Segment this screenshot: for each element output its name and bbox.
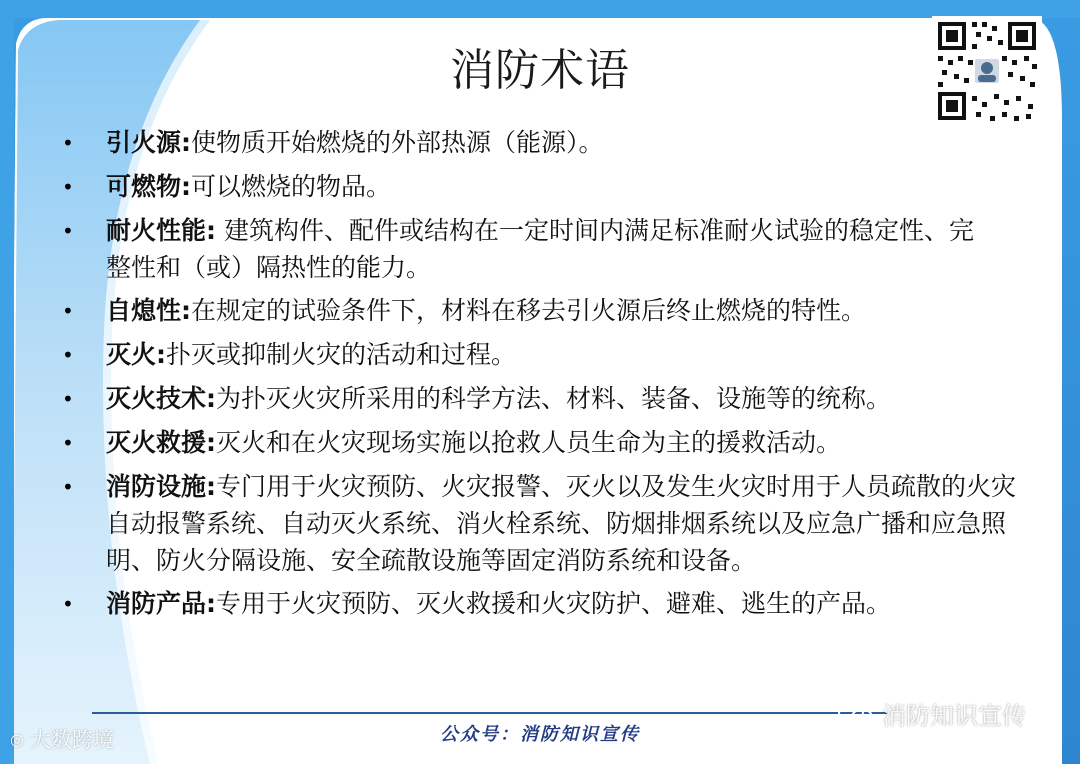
term-name: 灭火: — [106, 340, 166, 369]
term-text — [106, 468, 1016, 579]
term-name: 可燃物: — [106, 172, 191, 201]
list-item — [60, 585, 1020, 623]
bullet-icon: • — [62, 431, 74, 455]
watermark-right — [836, 696, 1026, 731]
term-name: 自熄性: — [106, 296, 191, 325]
list-item — [60, 168, 1020, 206]
term-definition: 使物质开始燃烧的外部热源（能源）。 — [191, 128, 604, 157]
bullet-icon: • — [62, 592, 74, 616]
wechat-icon — [836, 700, 876, 728]
bullet-icon: • — [62, 175, 74, 199]
term-definition: 为扑灭火灾所采用的科学方法、材料、装备、设施等的统称。 — [216, 384, 892, 413]
term-name: 消防设施: — [106, 472, 216, 501]
term-definition: 灭火和在火灾现场实施以抢救人员生命为主的援救活动。 — [216, 428, 842, 457]
term-definition: 扑灭或抑制火灾的活动和过程。 — [166, 340, 517, 369]
term-definition: 专门用于火灾预防、火灾报警、灭火以及发生火灾时用于人员疏散的火灾自动报警系统、自动灭火系统、消火栓系统、防烟排烟系统以及应急广播和应急照明、防火分隔设施、安全疏散设施等固定消防系统和设备。 — [106, 472, 1017, 575]
footer-label: 公众号：消防知识宣传 — [440, 724, 640, 745]
term-name: 灭火技术: — [106, 384, 216, 413]
term-name: 耐火性能: — [106, 216, 216, 245]
bullet-icon: • — [62, 387, 74, 411]
term-text — [106, 292, 866, 329]
bullet-icon: • — [62, 475, 74, 499]
term-text — [106, 585, 891, 622]
list-item — [60, 380, 1020, 418]
term-definition: 建筑构件、配件或结构在一定时间内满足标准耐火试验的稳定性、完整性和（或）隔热性的能力。 — [106, 216, 974, 282]
term-definition: 在规定的试验条件下，材料在移去引火源后终止燃烧的特性。 — [191, 296, 867, 325]
list-item — [60, 124, 1020, 162]
term-text — [106, 336, 516, 373]
list-item — [60, 212, 1020, 286]
qr-code-icon[interactable] — [932, 16, 1042, 126]
term-name: 灭火救援: — [106, 428, 216, 457]
bullet-icon: • — [62, 131, 74, 155]
term-text — [106, 168, 391, 205]
brand-logo-icon: ◎ — [10, 729, 24, 749]
term-text — [106, 380, 891, 417]
watermark-right-text: 消防知识宣传 — [882, 702, 1026, 730]
slide-title: 消防术语 — [450, 45, 630, 96]
bullet-icon: • — [62, 219, 74, 243]
term-list — [60, 124, 1020, 629]
bullet-icon: • — [62, 299, 74, 323]
footer-divider — [92, 712, 887, 714]
term-name: 消防产品: — [106, 589, 216, 618]
list-item — [60, 336, 1020, 374]
term-text — [106, 424, 841, 461]
list-item — [60, 424, 1020, 462]
term-name: 引火源: — [106, 128, 191, 157]
watermark-left — [10, 724, 114, 754]
term-definition: 专用于火灾预防、灭火救援和火灾防护、避难、逃生的产品。 — [216, 589, 892, 618]
term-text — [106, 212, 996, 286]
list-item — [60, 292, 1020, 330]
bullet-icon: • — [62, 343, 74, 367]
term-definition: 可以燃烧的物品。 — [191, 172, 392, 201]
term-text — [106, 124, 604, 161]
watermark-left-text: 大数跨境 — [29, 728, 114, 752]
list-item — [60, 468, 1020, 579]
